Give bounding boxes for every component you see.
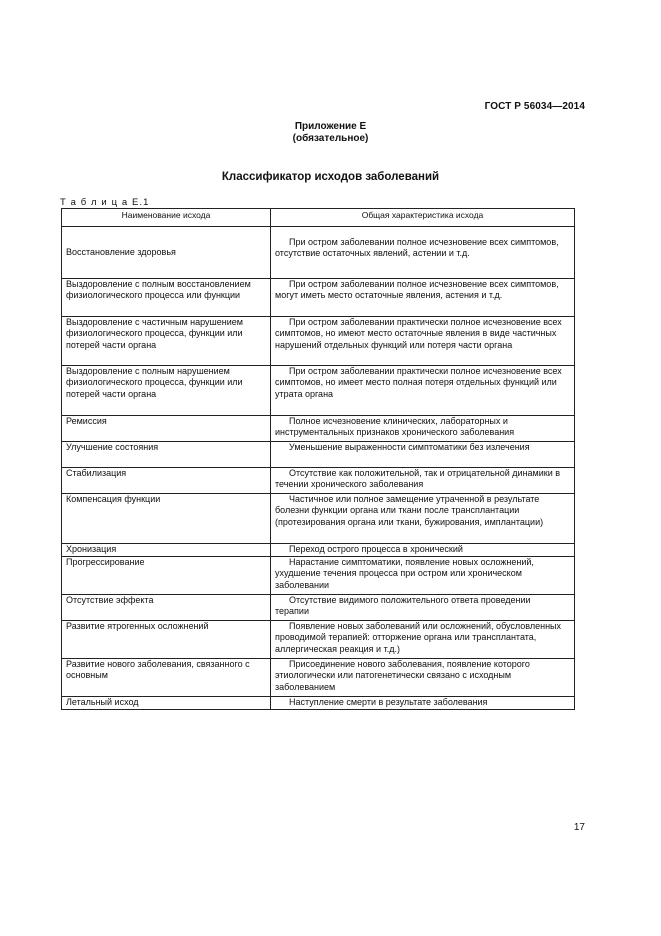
table-row	[62, 659, 575, 697]
table-row	[62, 595, 575, 621]
outcome-description: При остром заболевании полное исчезновение всех симптомов, отсутствие остаточных явлений, астении и т.д.	[271, 227, 575, 279]
outcome-name: Развитие ятрогенных осложнений	[62, 621, 271, 659]
table-header-row	[62, 209, 575, 227]
table-row	[62, 416, 575, 442]
table-row	[62, 279, 575, 317]
outcome-description: При остром заболевании практически полное исчезновение всех симптомов, но имеют место остаточные явления в виде частичных нарушений отдельных функций или потеря части органа	[271, 317, 575, 366]
outcome-name: Восстановление здоровья	[62, 227, 271, 279]
outcome-description: Уменьшение выраженности симптоматики без излечения	[271, 442, 575, 468]
outcome-name: Улучшение состояния	[62, 442, 271, 468]
column-header-name: Наименование исхода	[62, 209, 271, 227]
outcome-name: Компенсация функции	[62, 494, 271, 544]
column-header-description: Общая характеристика исхода	[271, 209, 575, 227]
outcome-name: Ремиссия	[62, 416, 271, 442]
outcome-description: Появление новых заболеваний или осложнений, обусловленных проводимой терапией: отторжение органа или трансплантата, аллергическая реакция и т.д.)	[271, 621, 575, 659]
outcome-description: При остром заболевании полное исчезновение всех симптомов, могут иметь место остаточные явления, астения и т.д.	[271, 279, 575, 317]
outcome-name: Выздоровление с полным нарушением физиологического процесса, функции или потерей части органа	[62, 366, 271, 416]
outcome-description: Отсутствие как положительной, так и отрицательной динамики в течении хронического заболевания	[271, 468, 575, 494]
outcome-name: Выздоровление с полным восстановлением физиологического процесса или функции	[62, 279, 271, 317]
table-row	[62, 697, 575, 710]
table-row	[62, 442, 575, 468]
outcome-description: Полное исчезновение клинических, лабораторных и инструментальных признаков хронического заболевания	[271, 416, 575, 442]
table-row	[62, 621, 575, 659]
table-row	[62, 544, 575, 557]
table-row	[62, 227, 575, 279]
outcomes-table	[61, 208, 575, 710]
appendix-heading	[0, 121, 661, 145]
outcome-name: Летальный исход	[62, 697, 271, 710]
outcome-description: Нарастание симптоматики, появление новых осложнений, ухудшение течения процесса при остром или хроническом заболевании	[271, 557, 575, 595]
outcome-description: Частичное или полное замещение утраченной в результате болезни функции органа или ткани после трансплантации (протезирования органа или ткани, бужирования, имплантации)	[271, 494, 575, 544]
outcome-description: Наступление смерти в результате заболевания	[271, 697, 575, 710]
appendix-title: Приложение Е	[294, 121, 367, 132]
outcome-description: Присоединение нового заболевания, появление которого этиологически или патогенетически связано с исходным заболеванием	[271, 659, 575, 697]
outcome-name: Прогрессирование	[62, 557, 271, 595]
outcome-name: Развитие нового заболевания, связанного с основным	[62, 659, 271, 697]
table-row	[62, 366, 575, 416]
table-label: Т а б л и ц а Е.1	[60, 197, 150, 208]
page-number: 17	[573, 822, 585, 833]
outcome-name: Стабилизация	[62, 468, 271, 494]
table-row	[62, 317, 575, 366]
document-title: Классификатор исходов заболеваний	[221, 171, 440, 183]
table-row	[62, 468, 575, 494]
table-row	[62, 494, 575, 544]
appendix-subtitle: (обязательное)	[292, 133, 369, 144]
outcome-description: Переход острого процесса в хронический	[271, 544, 575, 557]
standard-header: ГОСТ Р 56034—2014	[484, 101, 585, 112]
outcome-name: Выздоровление с частичным нарушением физиологического процесса, функции или потерей части органа	[62, 317, 271, 366]
outcome-name: Хронизация	[62, 544, 271, 557]
outcome-description: При остром заболевании практически полное исчезновение всех симптомов, но имеет место полная потеря отдельных функций или утрата органа	[271, 366, 575, 416]
outcome-name: Отсутствие эффекта	[62, 595, 271, 621]
outcome-description: Отсутствие видимого положительного ответа проведении терапии	[271, 595, 575, 621]
table-row	[62, 557, 575, 595]
